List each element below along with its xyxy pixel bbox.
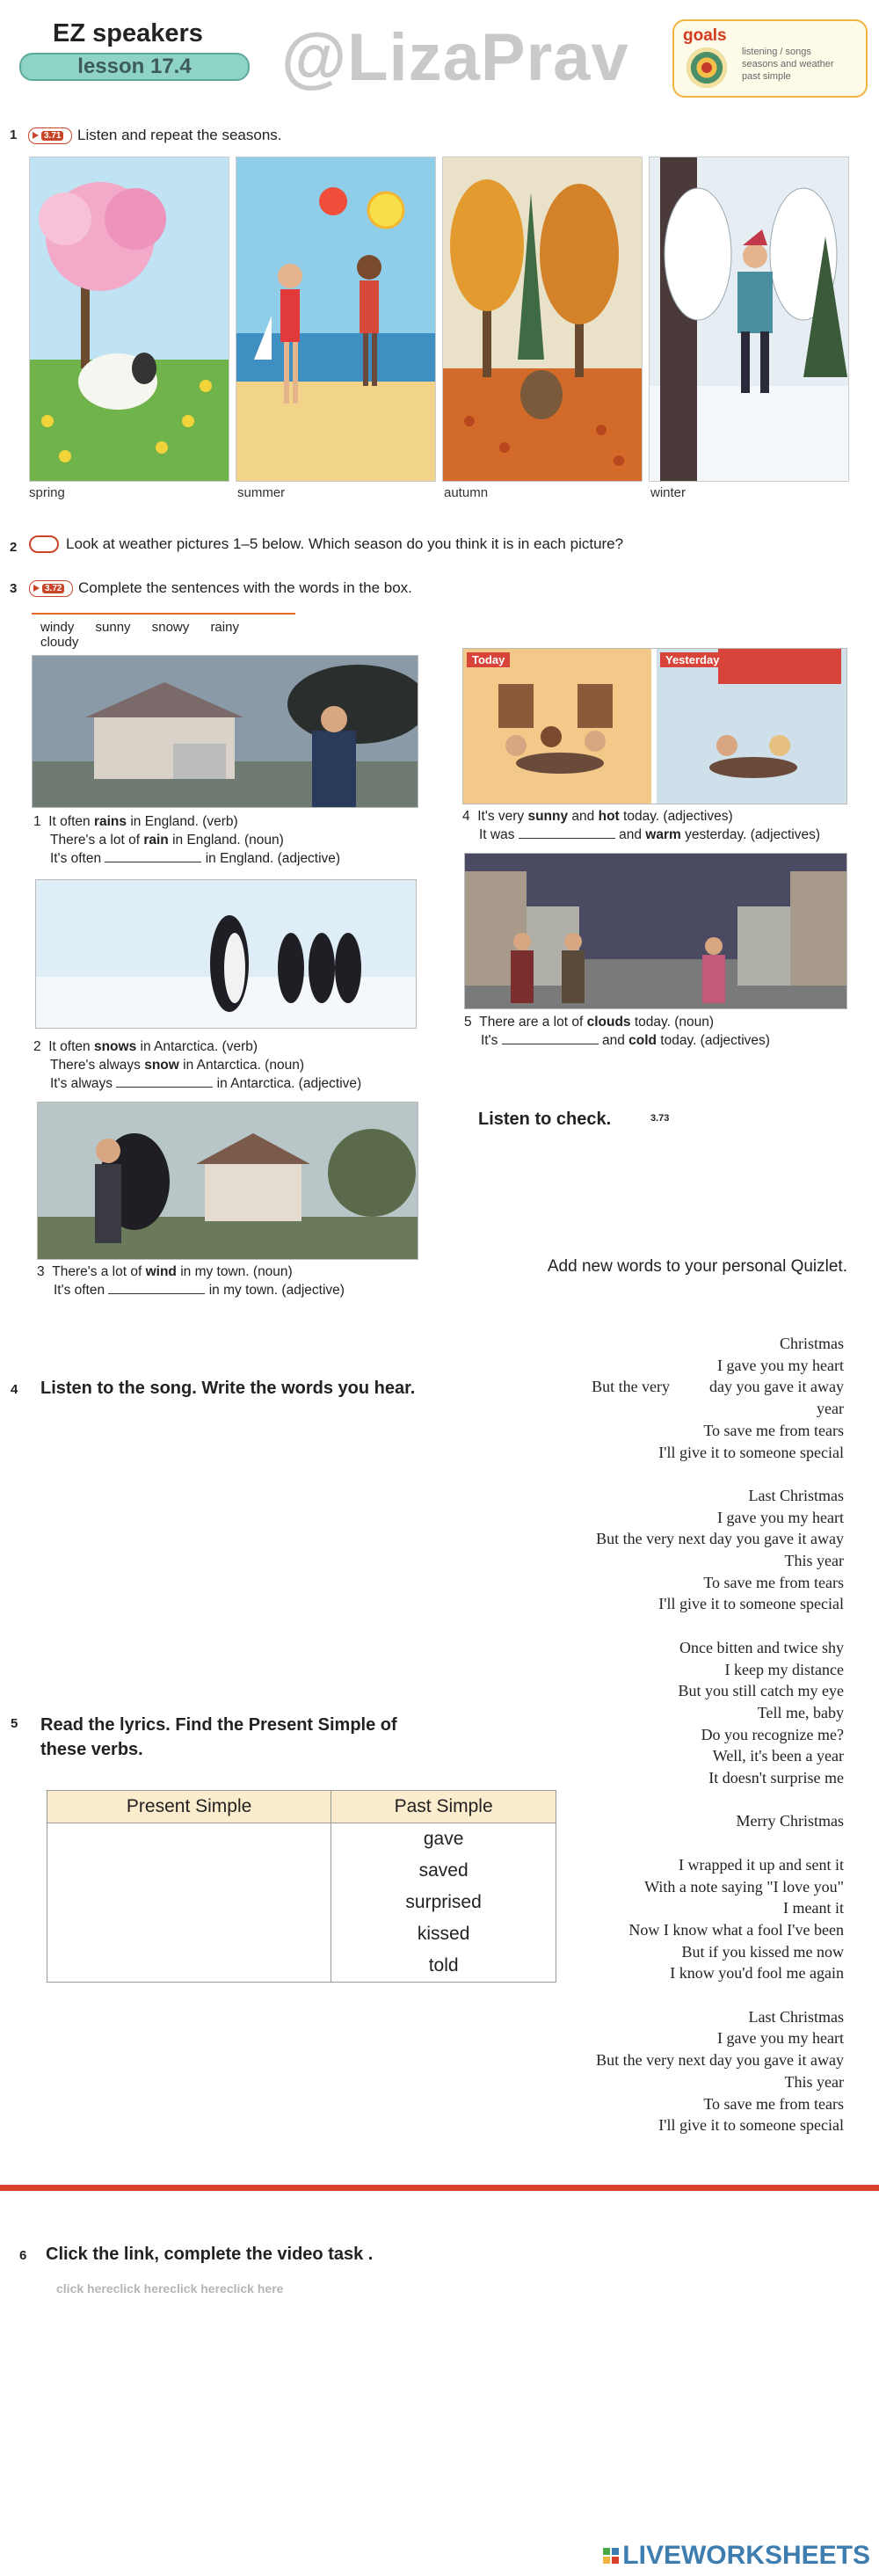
exercise-2-heading: [29, 535, 623, 553]
today-tag: Today: [467, 652, 510, 667]
lyric-line: To save me from tears: [703, 2094, 844, 2113]
lyric-line: Once bitten and twice shy: [679, 1638, 844, 1656]
lyric-line: I'll give it to someone special: [658, 1595, 844, 1613]
audio-code[interactable]: 3.73: [650, 1113, 670, 1124]
table-row: [47, 1918, 556, 1950]
audio-play-icon[interactable]: 3.71: [28, 127, 72, 144]
video-link[interactable]: click here: [226, 2281, 284, 2296]
section-divider: [0, 2185, 879, 2191]
video-link[interactable]: click here: [56, 2281, 113, 2296]
lyric-line: Merry Christmas: [736, 1812, 844, 1830]
sentence-item: 5 There are a lot of clouds today. (noun) It's and cold today. (adjectives): [464, 1015, 770, 1048]
wind-photo: [37, 1102, 418, 1260]
season-caption: autumn: [444, 485, 489, 500]
lyric-line: I gave you my heart: [717, 1356, 844, 1374]
listen-check-label: Listen to check.: [478, 1110, 612, 1129]
logo-icon: [603, 2548, 619, 2564]
lyric-line: This year: [784, 1552, 844, 1570]
lyric-line: Now I know what a fool I've been: [628, 1920, 844, 1939]
exercise-number: 6: [19, 2248, 27, 2263]
lyric-line: I meant it: [783, 1899, 844, 1917]
word-chip: cloudy: [40, 635, 79, 650]
exercise-instruction: Click the link, complete the video task .: [46, 2245, 374, 2264]
target-icon: [686, 47, 727, 88]
cafe-photo: [462, 648, 847, 804]
speech-bubble-icon: [29, 535, 59, 553]
lyric-line: But if you kissed me now: [681, 1942, 844, 1961]
season-caption: summer: [237, 485, 286, 500]
lyric-line: This year: [784, 2072, 844, 2091]
lyric-line: Christmas: [779, 1335, 844, 1352]
winter-image: [649, 156, 849, 482]
lyric-line: Last Christmas: [748, 2007, 844, 2026]
season-caption: winter: [650, 485, 686, 500]
exercise-number: 2: [10, 540, 18, 555]
season-caption: spring: [29, 485, 65, 500]
lyric-line: It doesn't surprise me: [708, 1769, 844, 1787]
goal-item: past simple: [742, 71, 791, 82]
answer-cell[interactable]: [47, 1918, 331, 1950]
lyric-line: Last Christmas: [748, 1486, 844, 1504]
lyric-line: I wrapped it up and sent it: [679, 1855, 844, 1874]
past-verb: saved: [331, 1855, 556, 1887]
sentence-item: 4 It's very sunny and hot today. (adjectives) It was and warm yesterday. (adjectives): [462, 809, 820, 842]
goals-box: [672, 19, 868, 98]
table-row: [47, 1855, 556, 1887]
answer-cell[interactable]: [47, 1855, 331, 1887]
exercise-instruction: Listen and repeat the seasons.: [77, 127, 282, 143]
lyric-line: To save me from tears: [703, 1573, 844, 1591]
lyric-line: I'll give it to someone special: [658, 1443, 844, 1461]
exercise-instruction: Listen to the song. Write the words you hear.: [40, 1379, 416, 1398]
summer-image: [236, 156, 436, 482]
word-chip: snowy: [151, 620, 190, 635]
sentence-item: 2 It often snows in Antarctica. (verb) There's always snow in Antarctica. (noun) It's always in Antarctica. (adjective): [33, 1039, 362, 1091]
lyric-line: But you still catch my eye: [678, 1682, 844, 1700]
autumn-image: [442, 156, 643, 482]
clouds-photo: [464, 853, 847, 1009]
word-chip: windy: [40, 620, 75, 635]
goals-label: goals: [683, 26, 727, 45]
exercise-number: 4: [11, 1382, 18, 1397]
lyric-line: I'll give it to someone special: [658, 2116, 844, 2135]
spring-image: [29, 156, 229, 482]
lyric-line: Do you recognize me?: [701, 1725, 844, 1743]
rain-photo: [32, 655, 418, 808]
word-chip: sunny: [95, 620, 131, 635]
goals-list: [742, 46, 834, 83]
audio-play-icon[interactable]: 3.72: [29, 580, 73, 597]
song-lyrics: [475, 1333, 844, 2136]
answer-blank[interactable]: [116, 1087, 213, 1088]
lesson-badge: lesson 17.4: [19, 53, 250, 81]
exercise-1-heading: [28, 127, 282, 144]
table-row: [47, 1950, 556, 1983]
table-header: Present Simple: [47, 1791, 331, 1823]
watermark: @LizaPrav: [281, 20, 629, 95]
exercise-number: 3: [10, 581, 18, 596]
exercise-3-heading: [29, 579, 412, 597]
answer-cell[interactable]: [47, 1823, 331, 1856]
lyric-line: I know you'd fool me again: [670, 1964, 844, 1983]
lyric-line: I gave you my heart: [717, 1508, 844, 1526]
exercise-instruction: Read the lyrics. Find the Present Simple of these verbs.: [40, 1715, 397, 1759]
lyric-line: To save me from tears: [703, 1421, 844, 1439]
past-verb: surprised: [331, 1887, 556, 1918]
lyric-line: Well, it's been a year: [712, 1747, 844, 1765]
answer-cell[interactable]: [47, 1950, 331, 1983]
past-verb: told: [331, 1950, 556, 1983]
sentence-item: 3 There's a lot of wind in my town. (noun) It's often in my town. (adjective): [37, 1264, 345, 1298]
exercise-number: 5: [11, 1716, 18, 1731]
lyric-line: year: [817, 1400, 844, 1418]
word-box: [32, 613, 295, 657]
liveworksheets-logo[interactable]: LIVEWORKSHEETS: [603, 2541, 870, 2571]
lyric-line: But the very next day you gave it away: [596, 2051, 844, 2070]
table-row: [47, 1887, 556, 1918]
past-verb: kissed: [331, 1918, 556, 1950]
video-link[interactable]: click here: [170, 2281, 227, 2296]
goal-item: seasons and weather: [742, 59, 834, 69]
exercise-instruction: Complete the sentences with the words in the box.: [78, 579, 412, 596]
penguins-photo: [35, 879, 417, 1029]
exercise-instruction: Look at weather pictures 1–5 below. Which season do you think it is in each picture?: [66, 535, 624, 552]
table-header: Past Simple: [331, 1791, 556, 1823]
answer-blank[interactable]: [519, 838, 615, 839]
lyric-line: I keep my distance: [724, 1660, 844, 1678]
past-verb: gave: [331, 1823, 556, 1856]
lyric-line: With a note saying "I love you": [644, 1877, 844, 1896]
yesterday-tag: Yesterday: [660, 652, 724, 667]
goal-item: listening / songs: [742, 47, 811, 57]
lyric-line: I gave you my heart: [717, 2029, 844, 2048]
exercise-number: 1: [10, 127, 18, 142]
quizlet-note: Add new words to your personal Quizlet.: [547, 1257, 847, 1276]
lyric-line: But the very day you gave it away: [592, 1378, 844, 1396]
lyric-line: But the very next day you gave it away: [596, 1530, 844, 1548]
verb-table: [47, 1790, 556, 1983]
brand-title: EZ speakers: [53, 19, 203, 47]
lyric-line: Tell me, baby: [757, 1703, 844, 1721]
answer-blank[interactable]: [108, 1293, 205, 1294]
video-links: [56, 2281, 283, 2296]
video-link[interactable]: click here: [113, 2281, 171, 2296]
answer-cell[interactable]: [47, 1887, 331, 1918]
sentence-item: 1 It often rains in England. (verb) There's a lot of rain in England. (noun) It's often in England. (adjective): [33, 814, 341, 866]
word-chip: rainy: [210, 620, 239, 635]
table-row: [47, 1823, 556, 1856]
